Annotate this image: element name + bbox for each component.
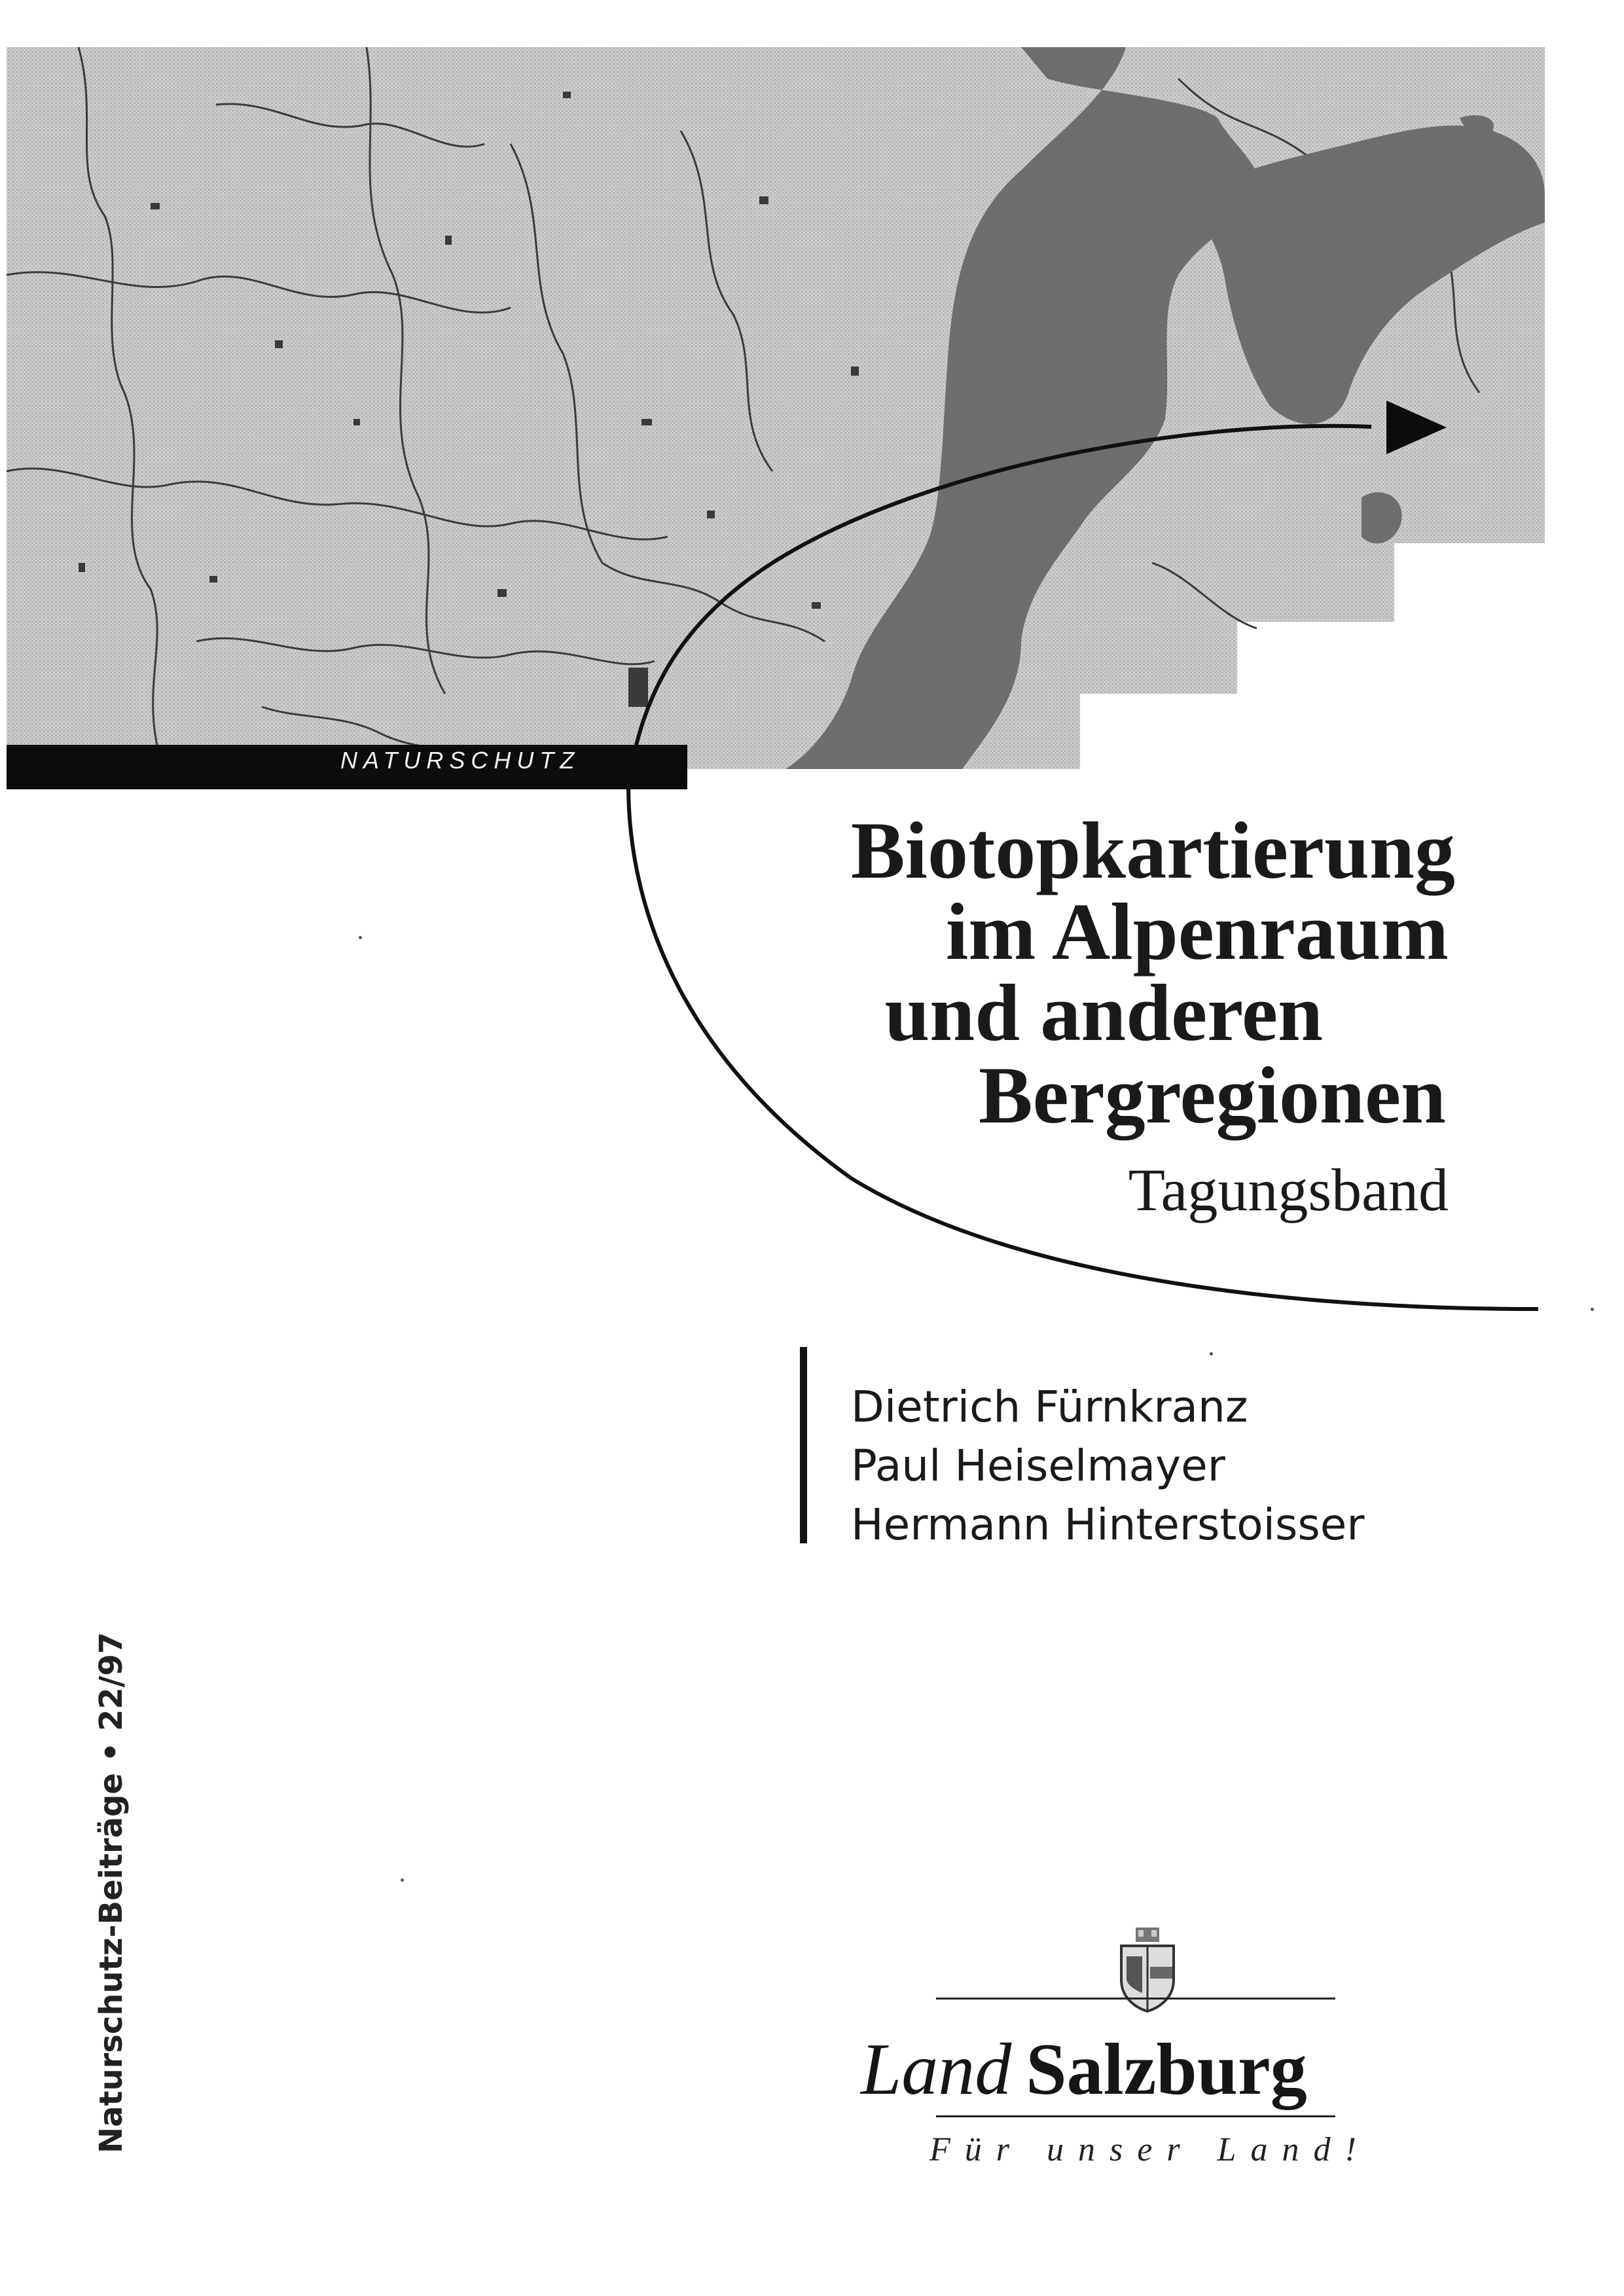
arrow-right-icon: [1386, 401, 1447, 454]
title-line-1: Biotopkartierung: [850, 806, 1455, 895]
title-line-4: Bergregionen: [978, 1050, 1446, 1140]
title-line-3: und anderen: [884, 968, 1323, 1058]
publisher-wordmark: [861, 2028, 1307, 2112]
logo-rule-bottom: [936, 2115, 1335, 2117]
subtitle: Tagungsband: [1128, 1157, 1449, 1223]
wordmark-land: Land: [861, 2029, 1012, 2110]
scan-speck: [359, 936, 362, 939]
cover-map: [0, 0, 1624, 805]
author-3: Hermann Hinterstoisser: [851, 1499, 1365, 1550]
author-rule: [800, 1347, 807, 1543]
publisher-slogan: Für unser Land!: [929, 2131, 1371, 2168]
scan-speck: [1591, 1308, 1594, 1311]
salzburg-coat-of-arms-icon: [1116, 1928, 1179, 2013]
logo-rule-top: [936, 1998, 1335, 2000]
author-1: Dietrich Fürnkranz: [851, 1382, 1248, 1432]
scan-speck: [401, 1878, 404, 1882]
title-line-2: im Alpenraum: [945, 887, 1449, 977]
scan-speck: [1210, 1352, 1213, 1355]
series-label: NATURSCHUTZ: [340, 747, 581, 774]
wordmark-salzburg: Salzburg: [1026, 2029, 1307, 2110]
spine-series-number: Naturschutz-Beiträge • 22/97: [93, 1632, 130, 2153]
author-2: Paul Heiselmayer: [851, 1441, 1225, 1491]
